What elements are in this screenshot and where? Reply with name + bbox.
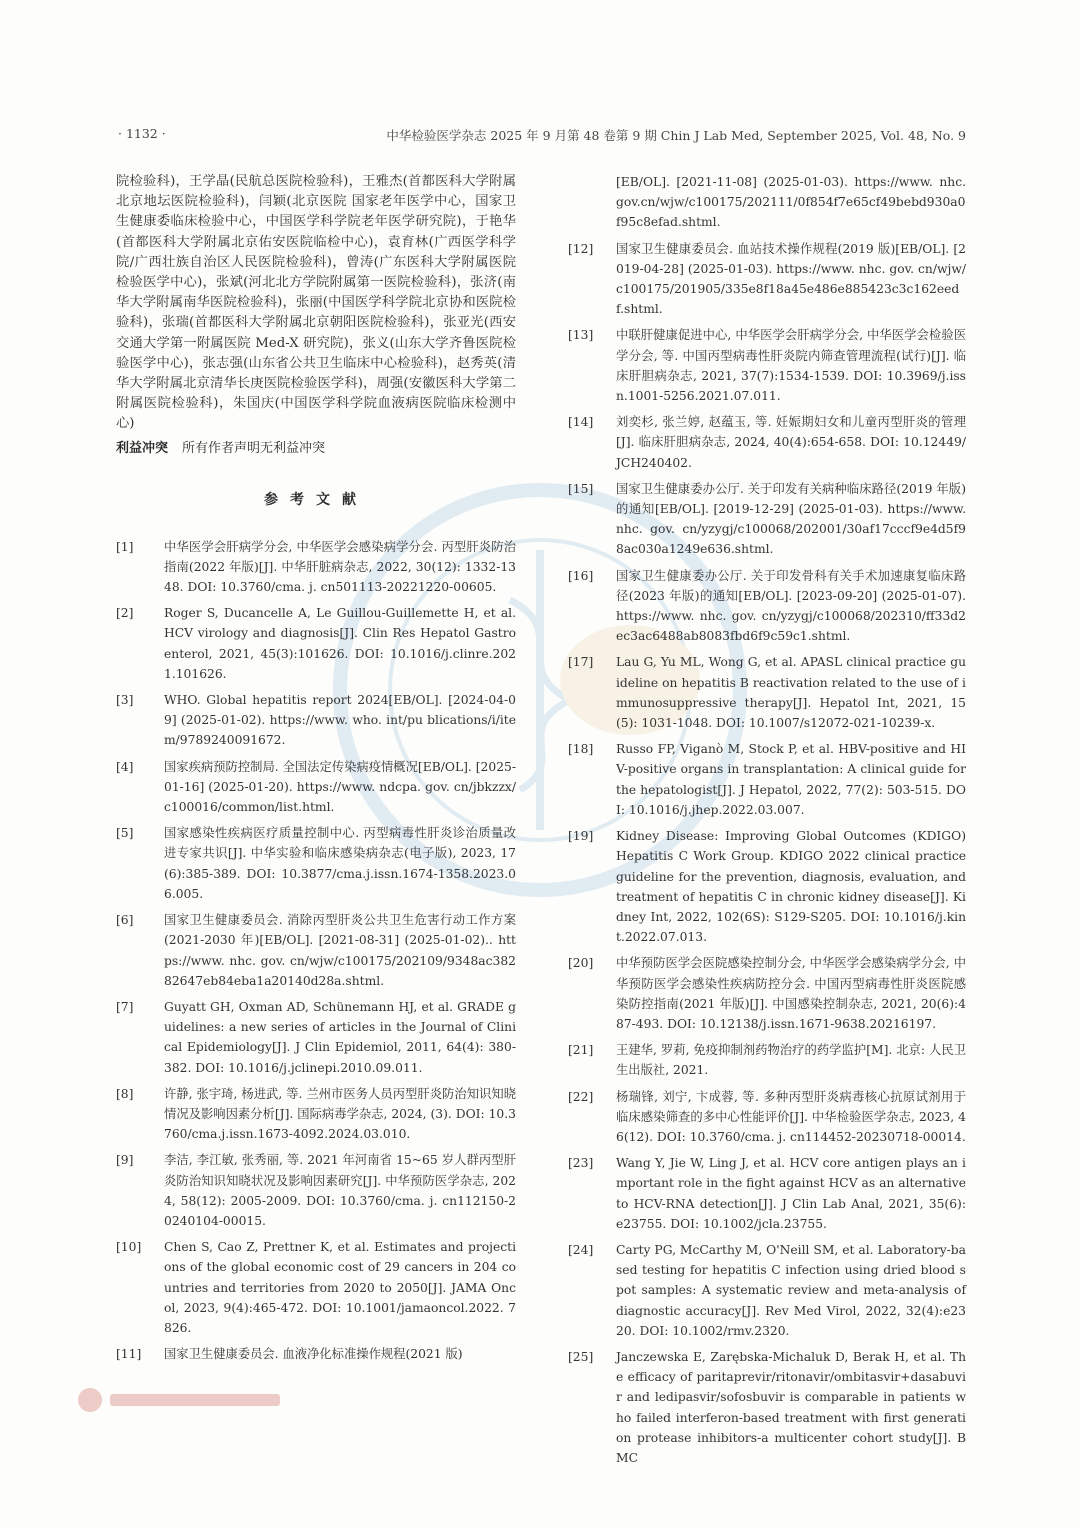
reference-text: Lau G, Yu ML, Wong G, et al. APASL clinical practice guideline on hepatitis B reactivation related to the use of immunosuppressive therapy[J]. Hepatol Int, 2021, 15(5): 1031-1048. DOI: 10.1007/s12072-021-10239-x.	[616, 655, 966, 731]
reference-text: Kidney Disease: Improving Global Outcomes (KDIGO) Hepatitis C Work Group. KDIGO 2022 clinical practice guideline for the prevention, diagnosis, evaluation, and treatment of hepatitis C in chronic kidney disease[J]. Kidney Int, 2022, 102(6S): S129-S205. DOI: 10.1016/j.kint.2022.07.013.	[616, 829, 966, 945]
right-column	[568, 172, 966, 1474]
reference-item	[568, 1153, 966, 1234]
reference-item	[568, 1040, 966, 1080]
reference-text: Roger S, Ducancelle A, Le Guillou-Guillemette H, et al. HCV virology and diagnosis[J]. Clin Res Hepatol Gastroenterol, 2021, 45(3):101626. DOI: 10.1016/j.clinre.2021.101626.	[164, 606, 516, 681]
page-number: · 1132 ·	[118, 126, 166, 141]
journal-running-head: 中华检验医学杂志 2025 年 9 月第 48 卷第 9 期 Chin J Lab Med, September 2025, Vol. 48, No. 9	[386, 128, 966, 143]
reference-text: 国家卫生健康委办公厅. 关于印发有关病种临床路径(2019 年版)的通知[EB/OL]. [2019-12-29] (2025-01-03). https://www. nhc. gov. cn/yzygj/c100068/202001/30af17cccf9e4d5f98ac030a1249e636.shtml.	[616, 481, 966, 557]
reference-number: [25]	[568, 1349, 594, 1364]
reference-number: [17]	[568, 655, 594, 670]
reference-item	[116, 823, 516, 904]
reference-item	[568, 953, 966, 1034]
reference-number: [11]	[116, 1347, 142, 1362]
reference-text: Guyatt GH, Oxman AD, Schünemann HJ, et al. GRADE guidelines: a new series of articles in the Journal of Clinical Epidemiology[J]. J Clin Epidemiol, 2011, 64(4): 380-382. DOI: 10.1016/j.jclinepi.2010.09.011.	[164, 999, 516, 1075]
reference-text: 杨瑞锋, 刘宁, 卞成蓉, 等. 多种丙型肝炎病毒核心抗原试剂用于临床感染筛查的多中心性能评价[J]. 中华检验医学杂志, 2023, 46(12). DOI: 10.3760/cma. j. cn114452-20230718-00014.	[616, 1089, 966, 1144]
reference-item	[568, 1347, 966, 1468]
reference-number: [6]	[116, 913, 134, 928]
reference-text: 中联肝健康促进中心, 中华医学会肝病学分会, 中华医学会检验医学分会, 等. 中国丙型病毒性肝炎院内筛查管理流程(试行)[J]. 临床肝胆病杂志, 2021, 37(7):1534-1539. DOI: 10.3969/j.issn.1001-5256.2021.07.011.	[616, 328, 966, 404]
reference-item	[116, 1237, 516, 1338]
reference-number: [5]	[116, 826, 134, 841]
reference-number: [13]	[568, 328, 594, 343]
reference-item	[568, 652, 966, 733]
page-header	[118, 126, 966, 148]
reference-number: [4]	[116, 759, 134, 774]
reference-number: [12]	[568, 241, 594, 256]
reference-text: Wang Y, Jie W, Ling J, et al. HCV core antigen plays an important role in the fight against HCV as an alternative to HCV-RNA detection[J]. J Clin Lab Anal, 2021, 35(6): e23755. DOI: 10.1002/jcla.23755.	[616, 1156, 966, 1231]
reference-number: [18]	[568, 742, 594, 757]
reference-number: [24]	[568, 1242, 594, 1257]
reference-item	[116, 997, 516, 1078]
conflict-label: 利益冲突	[116, 440, 169, 456]
reference-number: [14]	[568, 415, 594, 430]
reference-item	[568, 325, 966, 406]
reference-text: 刘奕杉, 张兰婷, 赵蕴玉, 等. 妊娠期妇女和儿童丙型肝炎的管理[J]. 临床肝胆病杂志, 2024, 40(4):654-658. DOI: 10.12449/JCH240402.	[616, 415, 966, 470]
reference-item	[568, 239, 966, 320]
reference-item	[568, 172, 966, 233]
reference-item	[116, 910, 516, 991]
reference-number	[568, 172, 616, 233]
reference-number: [7]	[116, 999, 134, 1014]
reference-text: 许静, 张宇琦, 杨进武, 等. 兰州市医务人员丙型肝炎防治知识知晓情况及影响因素分析[J]. 国际病毒学杂志, 2024, (3). DOI: 10.3760/cma.j.issn.1673-4092.2024.03.010.	[164, 1086, 516, 1142]
reference-item	[116, 1344, 516, 1364]
reference-text: [EB/OL]. [2021-11-08] (2025-01-03). https://www. nhc. gov.cn/wjw/c100175/202111/0f854f7e65cf49bebd930a0f95c8efad.shtml.	[616, 175, 966, 230]
reference-number: [21]	[568, 1043, 594, 1058]
reference-number: [3]	[116, 693, 134, 708]
reference-item	[116, 537, 516, 598]
reference-text: 李洁, 李江敏, 张秀丽, 等. 2021 年河南省 15~65 岁人群丙型肝炎防治知识知晓状况及影响因素研究[J]. 中华预防医学杂志, 2024, 58(12): 2005-2009. DOI: 10.3760/cma. j. cn112150-20240104-00015.	[164, 1153, 516, 1228]
reference-item	[116, 603, 516, 684]
reference-text: 中华医学会肝病学分会, 中华医学会感染病学分会. 丙型肝炎防治指南(2022 年版)[J]. 中华肝脏病杂志, 2022, 30(12): 1332-1348. DOI: 10.3760/cma. j. cn501113-20221220-00605.	[164, 539, 516, 595]
reference-item	[568, 566, 966, 647]
reference-text: Janczewska E, Zarębska-Michaluk D, Berak H, et al. The efficacy of paritaprevir/ritonavir/ombitasvir+dasabuvir and ledipasvir/sofosbuvir is comparable in patients who failed interferon-based treatment with first generation protease inhibitors-a multicenter cohort study[J]. BMC	[616, 1349, 966, 1465]
reference-text: 中华预防医学会医院感染控制分会, 中华医学会感染病学分会, 中华预防医学会感染性疾病防控分会. 中国丙型病毒性肝炎医院感染防控指南(2021 年版)[J]. 中国感染控制杂志, 2021, 20(6):487-493. DOI: 10.12138/j.issn.1671-9638.20216197.	[616, 956, 966, 1031]
references-heading: 参考文献	[264, 491, 368, 508]
reference-number: [23]	[568, 1156, 594, 1171]
reference-number: [1]	[116, 539, 134, 554]
reference-number: [10]	[116, 1240, 142, 1255]
reference-item	[116, 1084, 516, 1145]
left-column	[116, 172, 516, 1370]
reference-text: 国家卫生健康委员会. 血液净化标准操作规程(2021 版)	[164, 1347, 463, 1362]
reference-number: [16]	[568, 568, 594, 583]
reference-number: [19]	[568, 829, 594, 844]
reference-number: [9]	[116, 1153, 134, 1168]
conflict-text: 所有作者声明无利益冲突	[182, 440, 326, 456]
reference-text: 国家感染性疾病医疗质量控制中心. 丙型病毒性肝炎诊治质量改进专家共识[J]. 中华实验和临床感染病杂志(电子版), 2023, 17(6):385-389. DOI: 10.3877/cma.j.issn.1674-1358.2023.06.005.	[164, 826, 516, 901]
reference-text: 国家卫生健康委员会. 血站技术操作规程(2019 版)[EB/OL]. [2019-04-28] (2025-01-03). https://www. nhc. gov. cn/wjw/c100175/201905/335e8f18a45e486e885423c3c162eedf.shtml.	[616, 241, 966, 317]
reference-text: 王建华, 罗莉, 免疫抑制剂药物治疗的药学监护[M]. 北京: 人民卫生出版社, 2021.	[616, 1043, 966, 1078]
reference-item	[568, 1087, 966, 1148]
reference-number: [15]	[568, 481, 594, 496]
publisher-logo	[76, 1386, 296, 1414]
reference-item	[116, 1150, 516, 1231]
reference-number: [22]	[568, 1089, 594, 1104]
reference-text: Chen S, Cao Z, Prettner K, et al. Estimates and projections of the global economic cost of 29 cancers in 204 countries and territories from 2020 to 2050[J]. JAMA Oncol, 2023, 9(4):465-472. DOI: 10.1001/jamaoncol.2022. 7826.	[164, 1240, 516, 1335]
reference-item	[568, 412, 966, 473]
reference-item	[568, 826, 966, 947]
reference-text: 国家卫生健康委办公厅. 关于印发骨科有关手术加速康复临床路径(2023 年版)的通知[EB/OL]. [2023-09-20] (2025-01-07). https://www. nhc. gov. cn/yzygj/c100068/202310/ff33d2ec3ac6488ab8083fbd6f9c59c1.shtml.	[616, 568, 966, 644]
reference-text: WHO. Global hepatitis report 2024[EB/OL]. [2024-04-09] (2025-01-02). https://www. who. int/pu blications/i/item/9789240091672.	[164, 693, 516, 748]
reference-item	[568, 739, 966, 820]
reference-item	[116, 690, 516, 751]
reference-item	[116, 757, 516, 818]
conflict-of-interest	[116, 439, 516, 459]
contributors-paragraph: 院检验科)，王学晶(民航总医院检验科)，王雅杰(首都医科大学附属北京地坛医院检验科)，闫颖(北京医院 国家老年医学中心，国家卫生健康委临床检验中心，中国医学科学院老年医学研究院)，于艳华(首都医科大学附属北京佑安医院临检中心)，袁育林(广西医学科学院/广西壮族自治区人民医院检验科)，曾涛(广东医科大学附属医院检验医学中心)，张斌(河北北方学院附属第一医院检验科)，张济(南华大学附属南华医院检验科)，张丽(中国医学科学院北京协和医院检验科)，张瑞(首都医科大学附属北京朝阳医院检验科)，张亚光(西安交通大学第一附属医院 Med-X 研究院)，张义(山东大学齐鲁医院检验医学中心)，张志强(山东省公共卫生临床中心检验科)，赵秀英(清华大学附属北京清华长庚医院检验医学科)，周强(安徽医科大学第二附属医院检验科)，朱国庆(中国医学科学院血液病医院临床检测中心)	[116, 174, 516, 432]
reference-text: Russo FP, Viganò M, Stock P, et al. HBV-positive and HIV-positive organs in transplantation: A clinical guide for the hepatologist[J]. J Hepatol, 2022, 77(2): 503-515. DOI: 10.1016/j.jhep.2022.03.007.	[616, 742, 966, 817]
reference-number: [8]	[116, 1086, 134, 1101]
reference-item	[568, 479, 966, 560]
reference-text: Carty PG, McCarthy M, O'Neill SM, et al. Laboratory-based testing for hepatitis C infection using dried blood spot samples: A systematic review and meta-analysis of diagnostic accuracy[J]. Rev Med Virol, 2022, 32(4):e2320. DOI: 10.1002/rmv.2320.	[616, 1242, 966, 1338]
reference-item	[568, 1240, 966, 1341]
reference-number: [20]	[568, 956, 594, 971]
reference-text: 国家卫生健康委员会. 消除丙型肝炎公共卫生危害行动工作方案(2021-2030 年)[EB/OL]. [2021-08-31] (2025-01-02).. https://www. nhc. gov. cn/wjw/c100175/202109/9348ac38282647eb84eba1a20140d28a.shtml.	[164, 913, 516, 988]
reference-number: [2]	[116, 606, 134, 621]
reference-text: 国家疾病预防控制局. 全国法定传染病疫情概况[EB/OL]. [2025-01-16] (2025-01-20). https://www. ndcpa. gov. cn/jbkzzx/c100016/common/list.html.	[164, 759, 516, 815]
